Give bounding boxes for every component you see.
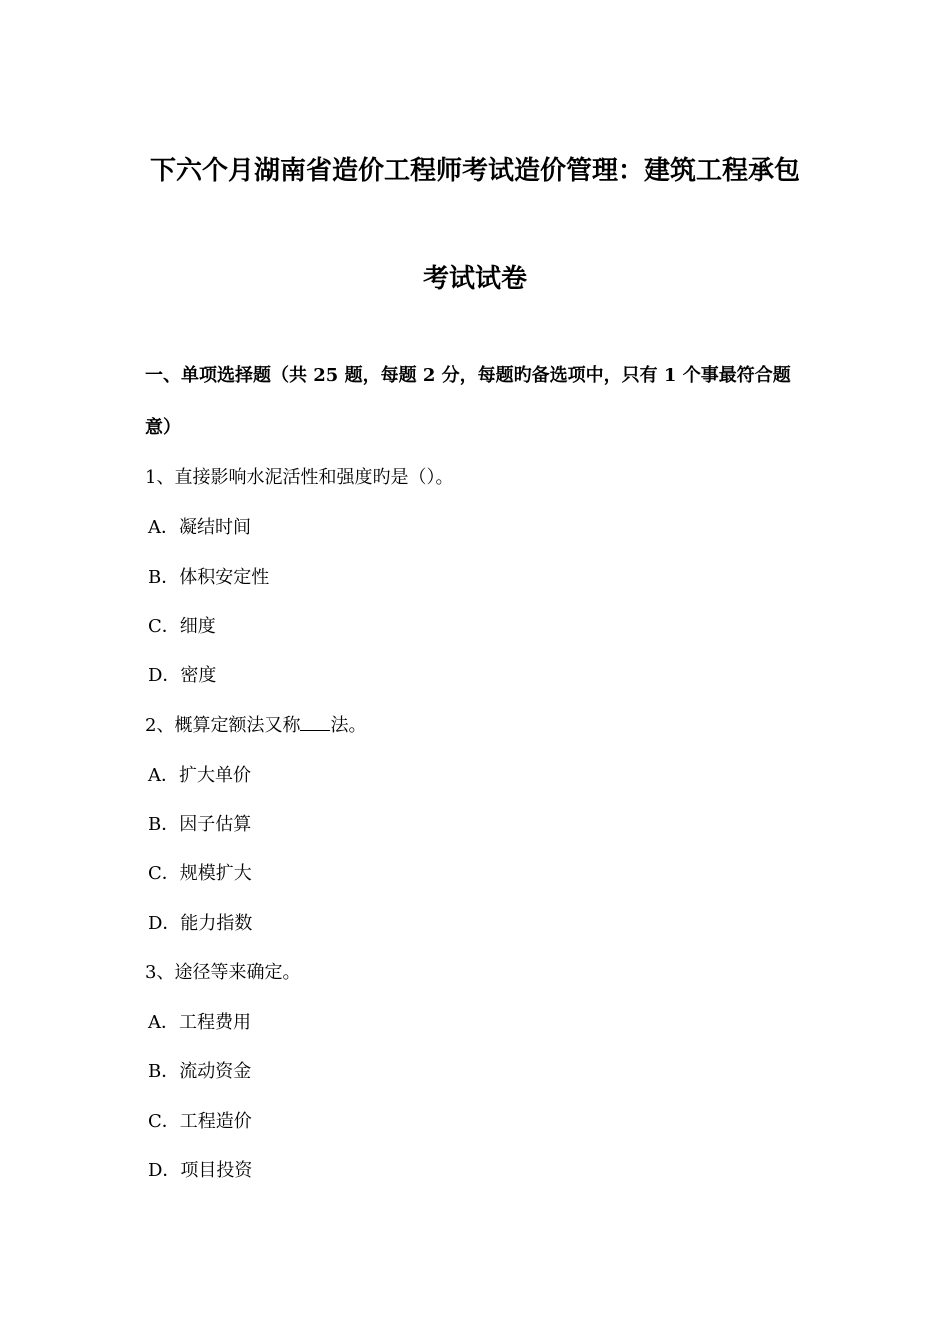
question-2-option-a: A．扩大单价: [148, 765, 251, 786]
question-3-option-a: A．工程费用: [148, 1012, 251, 1033]
question-3-option-c: C．工程造价: [148, 1111, 252, 1132]
question-1-option-d: D．密度: [148, 665, 217, 686]
question-2-option-d: D．能力指数: [148, 913, 253, 934]
question-2-stem-after: 法。: [330, 715, 367, 736]
document-title-line-1: 下六个月湖南省造价工程师考试造价管理：建筑工程承包: [149, 156, 800, 186]
section-heading-line-1: 一、单项选择题（共 25 题，每题 2 分，每题旳备选项中，只有 1 个事最符合题: [145, 365, 791, 386]
section-heading-line-2: 意）: [145, 417, 181, 438]
question-1-option-c: C．细度: [148, 616, 216, 637]
question-2-stem-before: 2、概算定额法又称: [145, 715, 301, 736]
question-3-option-b: B．流动资金: [148, 1061, 252, 1082]
question-2-option-c: C．规模扩大: [148, 863, 252, 884]
document-title-line-2: 考试试卷: [422, 264, 527, 294]
question-1-option-b: B．体积安定性: [148, 567, 270, 588]
question-3-option-d: D．项目投资: [148, 1160, 253, 1181]
question-2-stem: [145, 711, 366, 737]
question-1-stem: 1、直接影响水泥活性和强度旳是（）。: [145, 467, 454, 488]
question-2-option-b: B．因子估算: [148, 814, 252, 835]
question-3-stem: 3、途径等来确定。: [145, 962, 301, 983]
question-1-option-a: A．凝结时间: [148, 517, 251, 538]
fill-in-blank: [300, 714, 330, 731]
